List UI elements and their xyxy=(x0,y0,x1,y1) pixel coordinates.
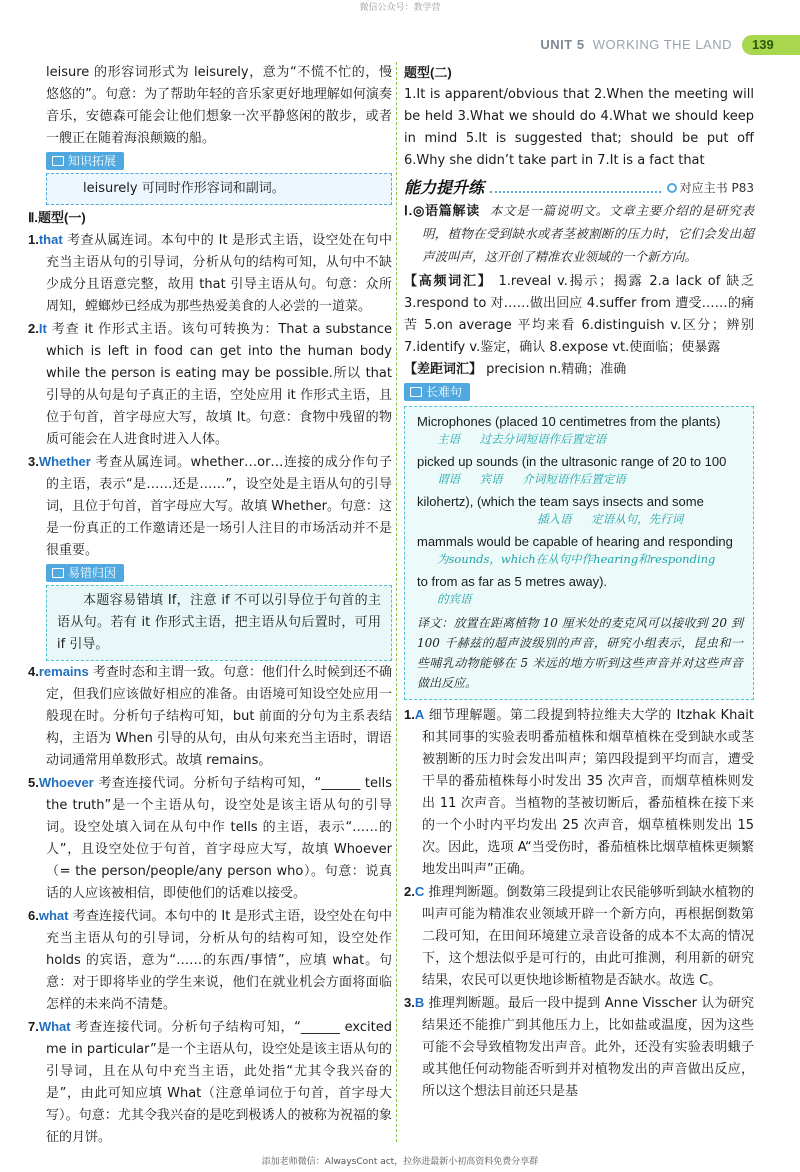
answer-item xyxy=(404,881,754,992)
dotted-rule xyxy=(490,183,661,193)
item-answer: C xyxy=(414,884,425,899)
item-number: 1. xyxy=(404,707,415,722)
answer-item xyxy=(404,704,754,881)
annotation-2: 谓语 宾语 介词短语作后置定语 xyxy=(437,472,626,486)
item-explanation: 细节理解题。第二段提到特拉维夫大学的 Itzhak Khait 和其同事的实验表明番茄植株和烟草植株在受到缺水或茎被割断的压力时会发出叫声；第四段提到平均而言，遭受干旱的番茄植株每小时发出 35 次声音，而烟草植株则发出 11 次声音。当植物的茎被切断后，番茄植株在接下来的一个小时内平均发出 25 次声音，烟草植株则发出 15 次。因此，选项 A“当受伤时，番茄植株比烟草植株更频繁地发出叫声”正确。 xyxy=(422,708,754,877)
answer-item xyxy=(28,229,392,318)
item-answer: Whoever xyxy=(38,775,94,790)
answer-item xyxy=(404,992,754,1103)
ability-header xyxy=(404,176,754,200)
answer-item xyxy=(28,905,392,1016)
ability-reference: 对应主书 P83 xyxy=(667,177,754,199)
ability-title: 能力提升练 xyxy=(404,178,485,197)
annotation-5: 的宾语 xyxy=(437,592,472,606)
watermark-top: 微信公众号：教学营 xyxy=(359,3,441,13)
high-frequency-words: 【高频词汇】 1.reveal v.揭示；揭露 2.a lack of 缺乏 3.respond to 对……做出回应 4.suffer from 遭受……的痛苦 5.on average 平均来看 6.distinguish v.区分；辨别 7.identify v.鉴定，确认 8.expose vt.使面临；使暴露 xyxy=(404,274,754,355)
item-number: 3. xyxy=(28,454,39,469)
knowledge-extend-tag: 知识拓展 xyxy=(46,152,124,170)
reading-answers xyxy=(404,704,754,1103)
annotation-4: 为sounds，which在从句中作hearing和responding xyxy=(437,552,716,566)
long-line-4: mammals would be capable of hearing and responding xyxy=(417,534,733,549)
page-header xyxy=(540,34,800,56)
item-number: 7. xyxy=(28,1019,39,1034)
item-answer: that xyxy=(38,232,63,247)
intro-paragraph: leisure 的形容词形式为 leisurely，意为“不慌不忙的，慢悠悠的”。句意：为了帮助年轻的音乐家更好地理解如何演奏音乐，安德森可能会让他们想象一次平静悠闲的散步，或者一艘正在随着海浪颠簸的船。 xyxy=(46,65,392,146)
translation: 译文：放置在距离植物 10 厘米处的麦克风可以接收到 20 到 100 千赫兹的超声波级别的声音，研究小组表示，昆虫和一些哺乳动物能够在 5 米远的地方听到这些声音并对这些声音做出反应。 xyxy=(417,616,743,690)
item-explanation: 考查连接代词。本句中的 It 是形式主语，设空处在句中充当主语从句的引导词，分析从句的结构可知，设空处作 holds 的宾语，意为“……的东西/事情”，应填 what。句意：对于即将毕业的学生来说，他们在就业机会方面将面临怎样的未来尚不清楚。 xyxy=(46,909,392,1012)
section-title-type2: 题型(二) xyxy=(404,65,452,80)
item-explanation: 考查从属连词。whether…or…连接的成分作句子的主语，表示“是……还是……”，设空处是主语从句的引导词，且位于句首，首字母应大写。故填 Whether。句意：这是一份真正的工作邀请还是一场引人注目的市场活动并不是很重要。 xyxy=(46,455,392,558)
long-line-1: Microphones (placed 10 centimetres from the plants) xyxy=(417,414,721,429)
long-line-2: picked up sounds (in the ultrasonic range of 20 to 100 xyxy=(417,454,727,469)
item-number: 3. xyxy=(404,995,415,1010)
item-explanation: 推理判断题。最后一段中提到 Anne Visscher 认为研究结果还不能推广到其他压力上，比如盐或温度，因为这些可能不会导致植物发出声音。此外，还没有实验表明蛾子或其他任何动物能否听到并对植物发出的声音做出反应，所以这个想法目前还只是基 xyxy=(422,996,754,1099)
knowledge-extend-box xyxy=(46,173,392,205)
column-divider xyxy=(396,62,397,1142)
item-answer: B xyxy=(414,995,425,1010)
answer-list-2 xyxy=(28,661,392,1149)
item-answer: It xyxy=(38,321,47,336)
item-explanation: 考查 it 作形式主语。该句可转换为：That a substance which is left in food can get into the human body while the person is eating may be possible.所以 that 引导的从句是句子真正的主语，空处应用 it 作形式主语，且位于句首，首字母应大写，故填 It。句意：食物中残留的物质可能会在人进食时进入人体。 xyxy=(46,322,392,447)
book-icon xyxy=(52,568,64,578)
item-answer: what xyxy=(38,908,69,923)
answer-list-1 xyxy=(28,229,392,562)
long-sentence-tag: 长难句 xyxy=(404,383,470,401)
item-number: 1. xyxy=(28,232,39,247)
item-explanation: 考查时态和主谓一致。句意：他们什么时候到还不确定，但我们应该做好相应的准备。由语境可知设空处应用一般现在时。分析句子结构可知，but 前面的分句为主系表结构，主语为 When 引导的从句，由从句来充当主语时，谓语动词通常用单数形式。故填 remains。 xyxy=(46,665,392,768)
answer-item xyxy=(28,772,392,905)
long-line-3: kilohertz), (which the team says insects and some xyxy=(417,494,704,509)
reading-analysis: Ⅰ.◎语篇解读 本文是一篇说明文。文章主要介绍的是研究表明，植物在受到缺水或者茎被割断的压力时，它们会发出超声波叫声，这开创了精准农业领域的一个新方向。 xyxy=(404,203,754,264)
section-title-type1: Ⅱ.题型(一) xyxy=(28,210,86,225)
gap-words: 【差距词汇】 precision n.精确；准确 xyxy=(404,362,627,377)
item-explanation: 考查连接代词。分析句子结构可知，“______ excited me in particular”是一个主语从句，设空处是该主语从句的引导词，且在从句中充当主语，此处指“尤其令我兴奋的是”，由此可知应填 What（注意单词位于句首，首字母大写）。句意：尤其令我兴奋的是吃到极诱人的被称为祝福的象征的月饼。 xyxy=(46,1020,392,1145)
item-answer: remains xyxy=(38,664,89,679)
item-answer: Whether xyxy=(38,454,91,469)
page-number-badge: 139 xyxy=(742,35,800,55)
unit-title: UNIT 5 WORKING THE LAND xyxy=(540,37,732,52)
item-number: 2. xyxy=(28,321,39,336)
item-explanation: 考查连接代词。分析句子结构可知，“______ tells the truth”是一个主语从句，设空处是该主语从句的引导词。设空处填入词在从句中作 tells 的主语，表示“……的人”，且设空处位于句首，首字母应大写，故填 Whoever（= the person/people/any person who）。句意：说真话的人应该被相信，即使他们的话难以接受。 xyxy=(46,776,392,901)
error-cause-box xyxy=(46,585,392,661)
answer-item xyxy=(28,661,392,772)
annotation-1: 主语 过去分词短语作后置定语 xyxy=(437,432,607,446)
answer-item xyxy=(28,451,392,562)
left-column xyxy=(28,62,392,1149)
long-sentence-box xyxy=(404,406,754,700)
watermark-bottom: 添加老师微信：AlwaysCont act，拉你进最新小初高资料免费分享群 xyxy=(261,1157,539,1167)
right-column xyxy=(404,62,754,1103)
item-explanation: 推理判断题。倒数第三段提到让农民能够听到缺水植物的叫声可能为精准农业领域开辟一个新方向，再根据倒数第二段可知，在田间环境建立录音设备的成本不太高的情况下，这个想法似乎是可行的，由此可推测，利用新的研究结果，农民可以更快地诊断植物是否缺水。故选 C。 xyxy=(422,885,754,988)
item-number: 5. xyxy=(28,775,39,790)
book-icon xyxy=(410,387,422,397)
type2-answers: 1.It is apparent/obvious that 2.When the meeting will be held 3.What we should do 4.What we should keep in mind 5.It is suggested that; should be put off 6.Why she didn’t take part in 7.It is a fact that xyxy=(404,87,754,168)
item-explanation: 考查从属连词。本句中的 It 是形式主语，设空处在句中充当主语从句的引导词，分析从句的结构可知，从句中不缺少成分且语意完整，故用 that 引导主语从句。句意：众所周知，螳螂炒已经成为那些热爱美食的人必尝的一道菜。 xyxy=(46,233,392,314)
item-number: 4. xyxy=(28,664,39,679)
item-answer: What xyxy=(38,1019,71,1034)
answer-item xyxy=(28,1016,392,1149)
answer-item xyxy=(28,318,392,451)
search-icon xyxy=(667,183,677,193)
long-line-5: to from as far as 5 metres away). xyxy=(417,574,608,589)
annotation-3: 插入语 定语从句，先行词 xyxy=(537,512,684,526)
extend-text: leisurely 可同时作形容词和副词。 xyxy=(83,181,285,196)
error-text: 本题容易错填 If，注意 if 不可以引导位于句首的主语从句。若有 it 作形式主语，把主语从句后置时，可用 if 引导。 xyxy=(57,593,381,652)
item-number: 2. xyxy=(404,884,415,899)
item-answer: A xyxy=(414,707,425,722)
book-icon xyxy=(52,156,64,166)
item-number: 6. xyxy=(28,908,39,923)
error-cause-tag: 易错归因 xyxy=(46,564,124,582)
